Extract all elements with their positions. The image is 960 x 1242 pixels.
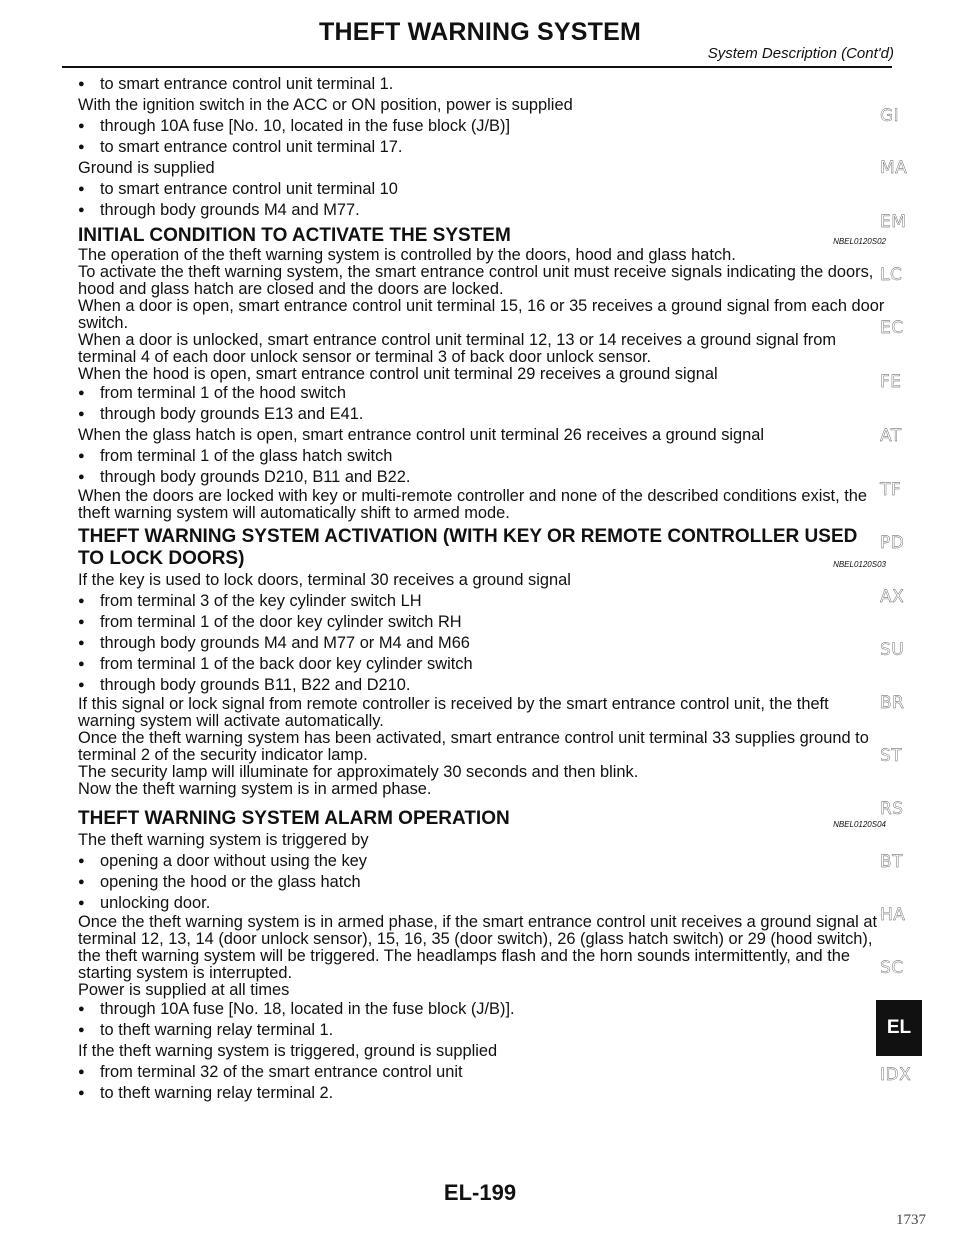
paragraph: Once the theft warning system is in armed phase, if the smart entrance control unit receives a ground signal at terminal 12, 13, 14 (door unlock sensor), 15, 16, 35 (door switch), 26 (glass hatch switch) or 29 (hood switch), the theft warning system will be triggered. The headlamps flash and the horn sounds intermittently, and the starting system is interrupted.: [78, 913, 877, 982]
section-code: NBEL0120S03: [833, 560, 886, 569]
side-index-rs[interactable]: RS: [880, 799, 904, 819]
side-index-idx[interactable]: IDX: [880, 1065, 912, 1085]
body-text: [78, 74, 886, 1104]
bullet: ● through body grounds D210, B11 and B22.: [78, 467, 886, 488]
paragraph: Ground is supplied: [78, 159, 215, 177]
page-number: 1737: [896, 1212, 926, 1228]
side-index-ma[interactable]: MA: [880, 158, 908, 178]
bullet: ● from terminal 32 of the smart entrance control unit: [78, 1062, 886, 1083]
side-index-em[interactable]: EM: [880, 212, 907, 232]
paragraph: The theft warning system is triggered by: [78, 831, 369, 849]
page-title: THEFT WARNING SYSTEM: [318, 18, 642, 46]
side-index-ha[interactable]: HA: [880, 905, 906, 925]
side-index-el-active[interactable]: EL: [876, 1000, 922, 1056]
bullet: ● through body grounds M4 and M77 or M4 and M66: [78, 633, 886, 654]
side-index-tf[interactable]: TF: [880, 480, 902, 500]
side-index-ec[interactable]: EC: [880, 318, 904, 338]
page-code: EL-199: [443, 1180, 517, 1205]
bullet: ● opening a door without using the key: [78, 851, 886, 872]
side-index-lc[interactable]: LC: [880, 265, 903, 285]
paragraph: When the hood is open, smart entrance control unit terminal 29 receives a ground signal: [78, 365, 718, 383]
bullet: ● through body grounds E13 and E41.: [78, 404, 886, 425]
paragraph: Power is supplied at all times: [78, 981, 290, 999]
bullet: ● from terminal 1 of the hood switch: [78, 383, 886, 404]
bullet: ● from terminal 1 of the back door key cylinder switch: [78, 654, 886, 675]
side-index-st[interactable]: ST: [880, 746, 903, 766]
side-index-pd[interactable]: PD: [880, 533, 905, 553]
bullet: ● through body grounds M4 and M77.: [78, 200, 886, 221]
section-heading: THEFT WARNING SYSTEM ALARM OPERATION NBEL0120S04: [78, 808, 886, 830]
paragraph: When the doors are locked with key or multi-remote controller and none of the described conditions exist, the theft warning system will automatically shift to armed mode.: [78, 487, 867, 522]
side-index-br[interactable]: BR: [880, 693, 905, 713]
bullet: ● to smart entrance control unit terminal 10: [78, 179, 886, 200]
bullet: ● unlocking door.: [78, 893, 886, 914]
side-index-at[interactable]: AT: [880, 426, 902, 446]
bullet: ● through 10A fuse [No. 18, located in the fuse block (J/B)].: [78, 999, 886, 1020]
paragraph: To activate the theft warning system, the smart entrance control unit must receive signals indicating the doors, hood and glass hatch are closed and the doors are locked.: [78, 263, 874, 298]
bullet: ● through body grounds B11, B22 and D210.: [78, 675, 886, 696]
section-code: NBEL0120S02: [833, 237, 886, 246]
side-index-gi[interactable]: GI: [880, 106, 900, 126]
bullet: ● to smart entrance control unit terminal 17.: [78, 137, 886, 158]
paragraph: With the ignition switch in the ACC or ON position, power is supplied: [78, 96, 573, 114]
section-heading: THEFT WARNING SYSTEM ACTIVATION (WITH KEY OR REMOTE CONTROLLER USED TO LOCK DOORS) NBEL0120S03: [78, 526, 886, 570]
bullet: ● from terminal 3 of the key cylinder switch LH: [78, 591, 886, 612]
side-index-su[interactable]: SU: [880, 640, 905, 660]
side-index-sc[interactable]: SC: [880, 958, 904, 978]
paragraph: When a door is unlocked, smart entrance control unit terminal 12, 13 or 14 receives a ground signal from terminal 4 of each door unlock sensor or terminal 3 of back door unlock sensor.: [78, 331, 837, 366]
paragraph: If this signal or lock signal from remote controller is received by the smart entrance control unit, the theft warning system will activate automatically.: [78, 695, 829, 730]
side-index-bt[interactable]: BT: [880, 852, 904, 872]
paragraph: The security lamp will illuminate for approximately 30 seconds and then blink.: [78, 763, 639, 781]
paragraph: The operation of the theft warning system is controlled by the doors, hood and glass hatch.: [78, 246, 736, 264]
bullet: ● from terminal 1 of the glass hatch switch: [78, 446, 886, 467]
bullet: ● opening the hood or the glass hatch: [78, 872, 886, 893]
bullet: ● to theft warning relay terminal 1.: [78, 1020, 886, 1041]
header-rule: [62, 66, 892, 68]
paragraph: Now the theft warning system is in armed phase.: [78, 780, 432, 798]
section-heading: INITIAL CONDITION TO ACTIVATE THE SYSTEM NBEL0120S02: [78, 225, 886, 247]
bullet: ● through 10A fuse [No. 10, located in the fuse block (J/B)]: [78, 116, 886, 137]
bullet: ● to smart entrance control unit terminal 1.: [78, 74, 886, 95]
paragraph: If the theft warning system is triggered, ground is supplied: [78, 1042, 498, 1060]
section-code: NBEL0120S04: [833, 820, 886, 829]
side-index-ax[interactable]: AX: [880, 587, 905, 607]
side-index-fe[interactable]: FE: [880, 372, 902, 392]
paragraph: Once the theft warning system has been activated, smart entrance control unit terminal 33 supplies ground to terminal 2 of the security indicator lamp.: [78, 729, 869, 764]
bullet: ● to theft warning relay terminal 2.: [78, 1083, 886, 1104]
bullet: ● from terminal 1 of the door key cylinder switch RH: [78, 612, 886, 633]
paragraph: If the key is used to lock doors, terminal 30 receives a ground signal: [78, 571, 571, 589]
page-subtitle: System Description (Cont'd): [707, 45, 894, 62]
paragraph: When a door is open, smart entrance control unit terminal 15, 16 or 35 receives a ground signal from each door switch.: [78, 297, 885, 332]
paragraph: When the glass hatch is open, smart entrance control unit terminal 26 receives a ground signal: [78, 426, 765, 444]
